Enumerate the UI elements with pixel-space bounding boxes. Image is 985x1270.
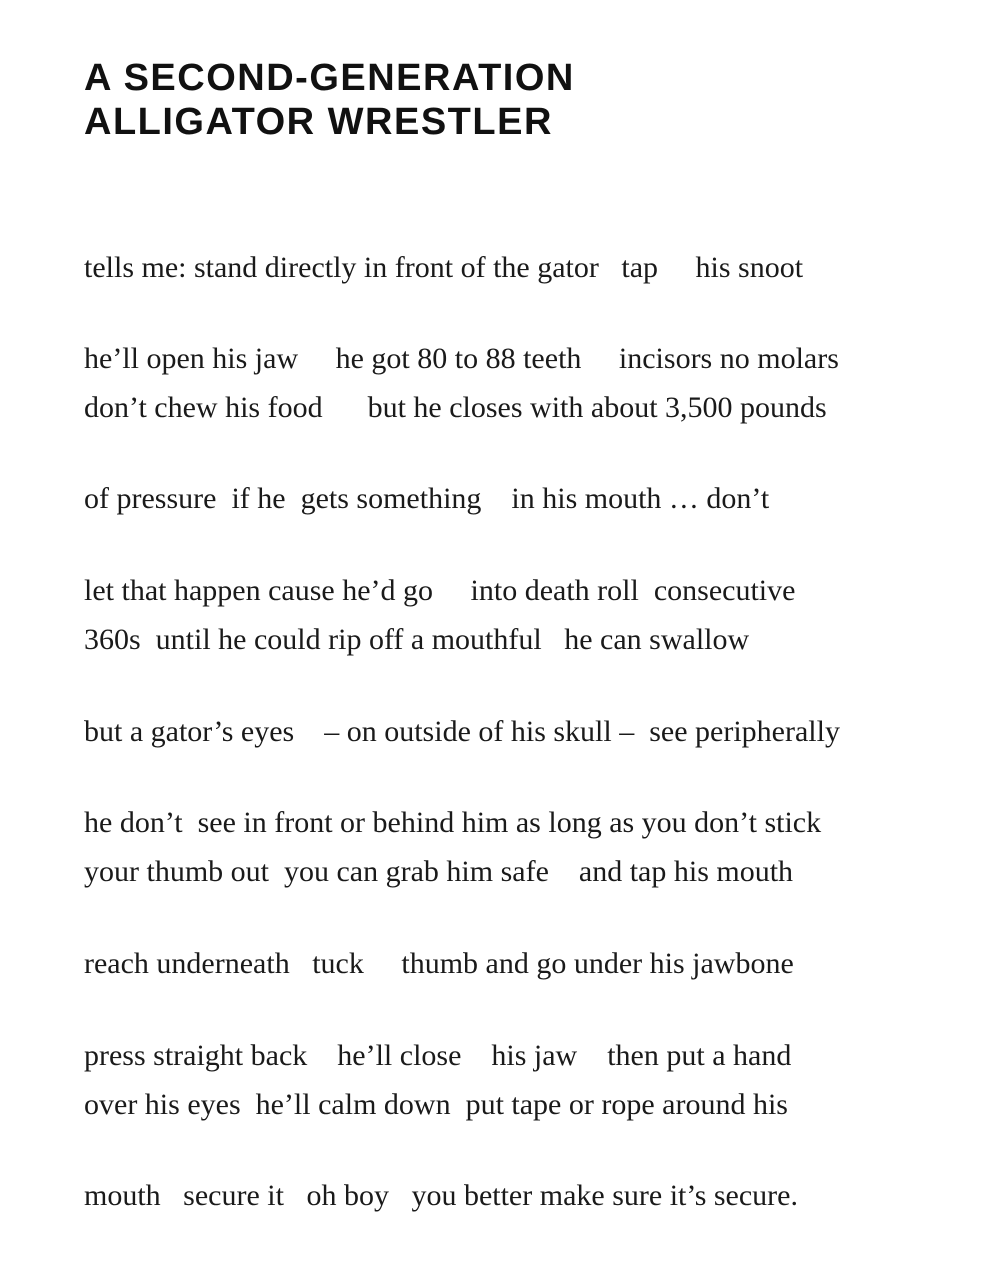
poem-title-line-1: A SECOND-GENERATION: [84, 57, 575, 99]
poem-line: mouth secure it oh boy you better make sure it’s secure.: [84, 1179, 798, 1212]
poem-line: press straight back he’ll close his jaw then put a hand: [84, 1039, 792, 1072]
poem-line: over his eyes he’ll calm down put tape or rope around his: [84, 1088, 788, 1121]
poem-line: your thumb out you can grab him safe and tap his mouth: [84, 855, 794, 888]
poem-title-line-2: ALLIGATOR WRESTLER: [84, 101, 553, 143]
poem-line: let that happen cause he’d go into death roll consecutive: [84, 574, 796, 607]
poem-line: he don’t see in front or behind him as long as you don’t stick: [84, 806, 822, 839]
poem-line: he’ll open his jaw he got 80 to 88 teeth incisors no molars: [84, 342, 839, 375]
poem-line: of pressure if he gets something in his mouth … don’t: [84, 482, 770, 515]
poem-line: 360s until he could rip off a mouthful he can swallow: [84, 623, 750, 656]
poem-line: but a gator’s eyes – on outside of his skull – see peripherally: [84, 715, 840, 748]
poem-line: reach underneath tuck thumb and go under his jawbone: [84, 947, 794, 980]
poem-title: [84, 56, 575, 144]
poem-line: tells me: stand directly in front of the gator tap his snoot: [84, 251, 804, 284]
poem-line: don’t chew his food but he closes with about 3,500 pounds: [84, 391, 827, 424]
